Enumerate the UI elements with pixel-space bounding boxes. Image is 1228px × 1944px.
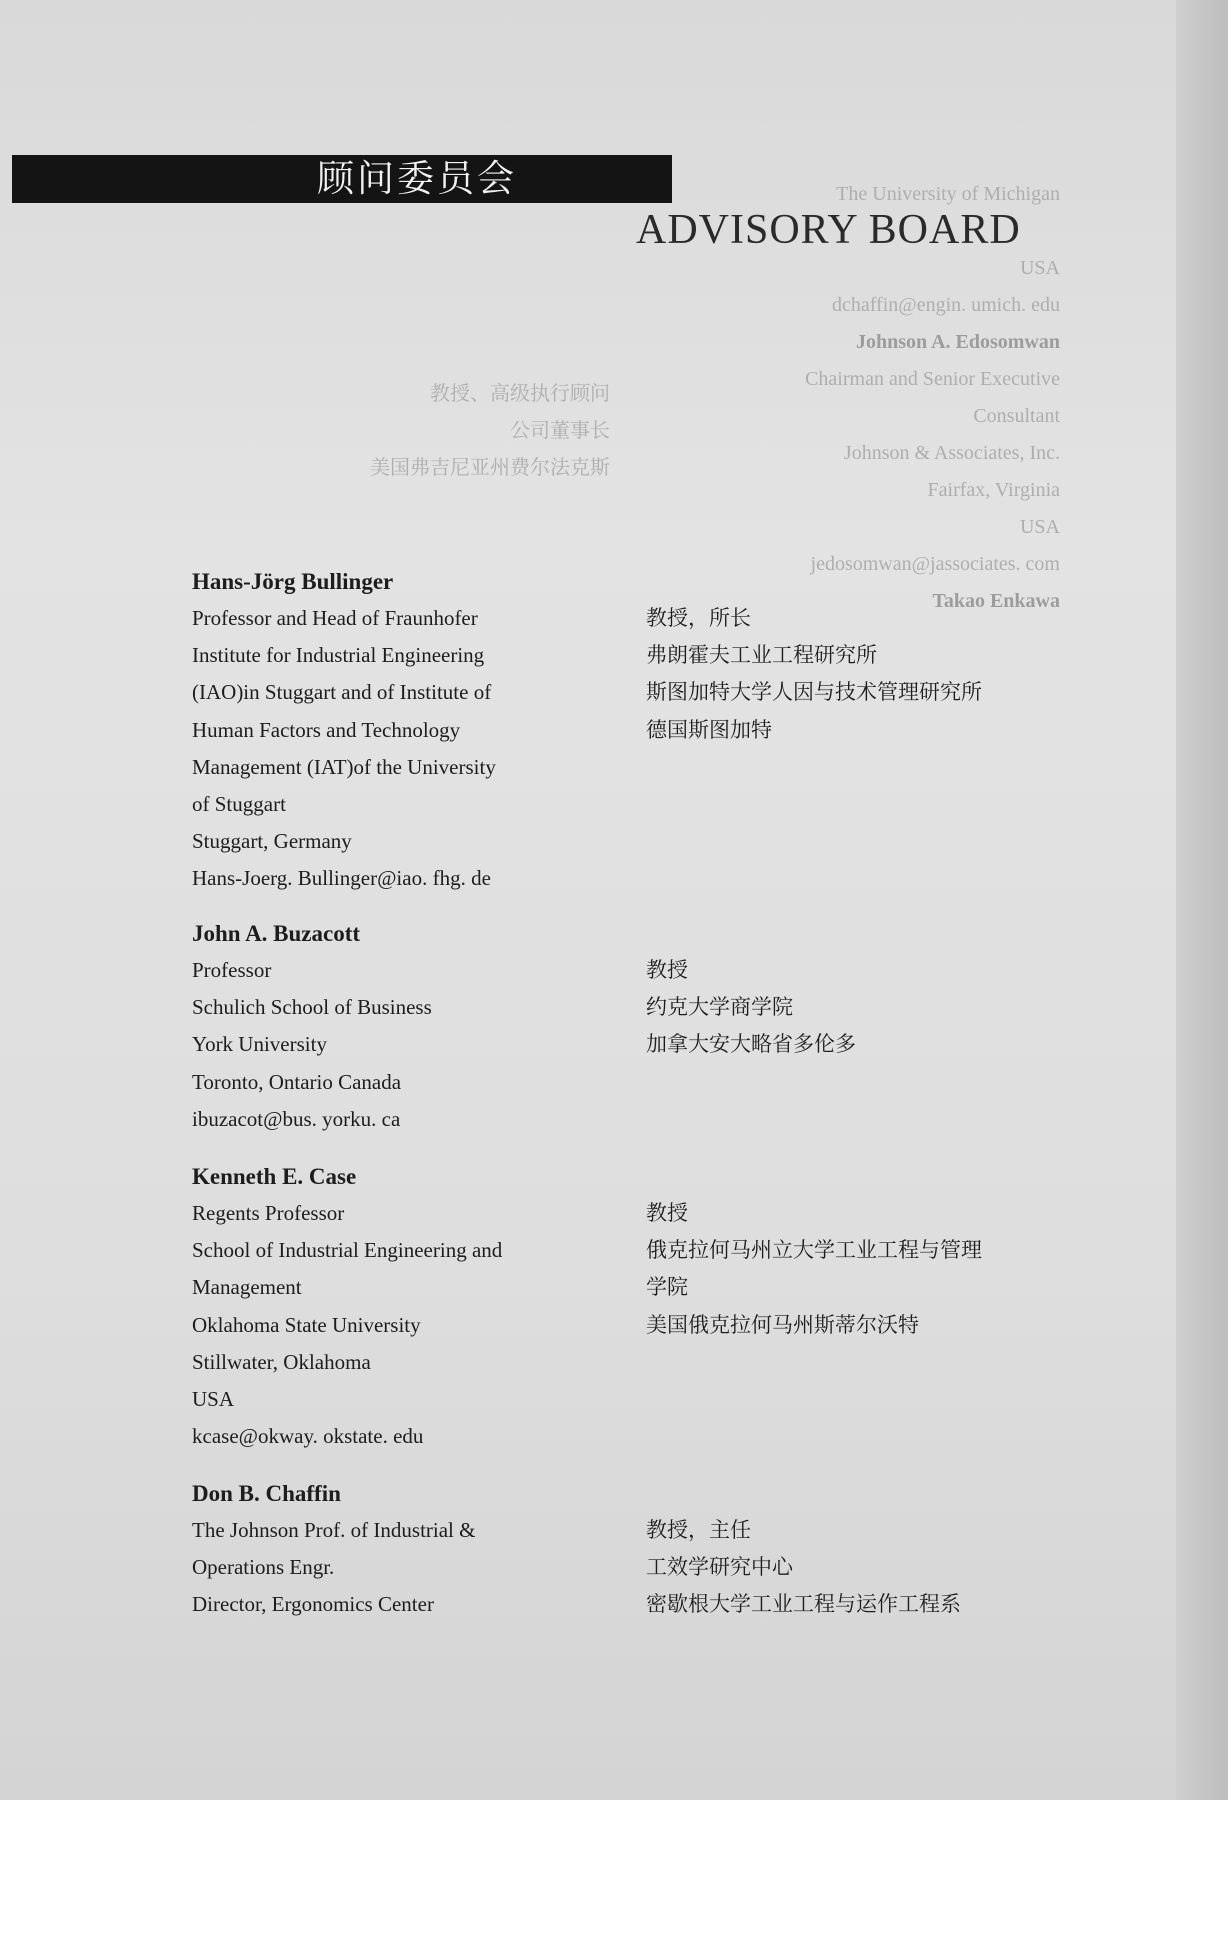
bleed-line: dchaffin@engin. umich. edu (832, 294, 1060, 316)
member-detail-line: Professor (192, 958, 272, 982)
member-cn-line: 教授，主任 (646, 1518, 751, 1542)
member-cn-line: 俄克拉何马州立大学工业工程与管理 (646, 1238, 982, 1263)
member-cn-line: 斯图加特大学人因与技术管理研究所 (646, 680, 982, 705)
member-detail-line: Management (IAT)of the University (192, 754, 496, 779)
member-cn-line: 弗朗霍夫工业工程研究所 (646, 643, 877, 668)
member-cn-line: 加拿大安大略省多伦多 (646, 1032, 856, 1057)
bleed-line: USA (1019, 257, 1060, 279)
member-detail-line: Director, Ergonomics Center (192, 1592, 434, 1617)
bleed-line: Johnson A. Edosomwan (856, 331, 1060, 353)
member-cn-line: 学院 (646, 1275, 688, 1300)
member-detail-line: School of Industrial Engineering and (192, 1238, 503, 1263)
member-detail-line: Management (192, 1275, 302, 1300)
member-name: Hans-Jörg Bullinger (192, 569, 394, 594)
member-cn-bullinger (646, 600, 1086, 749)
member-detail-line: The Johnson Prof. of Industrial & (192, 1518, 476, 1542)
member-name: John A. Buzacott (192, 921, 361, 946)
member-cn-line: 约克大学商学院 (646, 995, 793, 1020)
bleed-line: 美国弗吉尼亚州费尔法克斯 (370, 457, 610, 479)
member-detail-line: Stuggart, Germany (192, 829, 352, 854)
member-detail-line: Schulich School of Business (192, 995, 432, 1020)
bleed-line: Fairfax, Virginia (927, 479, 1060, 501)
member-cn-line: 工效学研究中心 (646, 1555, 793, 1580)
member-cn-line: 美国俄克拉何马州斯蒂尔沃特 (646, 1312, 919, 1337)
bleed-line: 公司董事长 (510, 420, 610, 442)
member-entry-bullinger (192, 563, 612, 898)
member-name: Don B. Chaffin (192, 1481, 341, 1506)
member-detail-line: Regents Professor (192, 1201, 345, 1225)
member-entry-case (192, 1158, 612, 1455)
member-email: kcase@okway. okstate. edu (192, 1424, 424, 1449)
member-detail-line: Professor and Head of Fraunhofer (192, 606, 478, 630)
member-detail-line: USA (192, 1387, 235, 1412)
member-cn-line: 教授 (646, 958, 688, 982)
member-cn-line: 密歇根大学工业工程与运作工程系 (646, 1592, 961, 1617)
member-detail-line: Toronto, Ontario Canada (192, 1069, 402, 1094)
bleed-through-right (705, 176, 1060, 620)
bleed-line: jedosomwan@jassociates. com (810, 553, 1060, 575)
member-detail-line: York University (192, 1032, 327, 1057)
member-cn-line: 教授 (646, 1201, 688, 1225)
bleed-line: Takao Enkawa (932, 590, 1060, 612)
member-cn-line: 教授，所长 (646, 606, 751, 630)
member-detail-line: Stillwater, Oklahoma (192, 1349, 371, 1374)
section-title-chinese: 顾问委员会 (12, 155, 672, 203)
section-title-english: ADVISORY BOARD (636, 207, 1021, 253)
member-detail-line: of Stuggart (192, 792, 286, 817)
member-detail-line: Institute for Industrial Engineering (192, 643, 485, 668)
bleed-line: Johnson & Associates, Inc. (843, 442, 1060, 464)
bleed-line: USA (1019, 516, 1060, 538)
member-entry-chaffin (192, 1475, 612, 1624)
member-email: Hans-Joerg. Bullinger@iao. fhg. de (192, 866, 491, 891)
member-detail-line: Operations Engr. (192, 1555, 335, 1580)
member-detail-line: Human Factors and Technology (192, 717, 461, 742)
member-cn-chaffin (646, 1512, 1086, 1624)
bleed-line: Chairman and Senior Executive (805, 368, 1060, 390)
member-detail-line: Oklahoma State University (192, 1312, 421, 1337)
page-gutter-shadow (1176, 0, 1228, 1800)
member-email: ibuzacot@bus. yorku. ca (192, 1106, 401, 1131)
member-cn-buzacott (646, 952, 1086, 1064)
bleed-line: 教授、高级执行顾问 (430, 383, 610, 405)
member-cn-case (646, 1195, 1086, 1344)
bleed-line: Consultant (973, 405, 1060, 427)
bleed-through-middle (300, 376, 610, 487)
member-entry-buzacott (192, 915, 612, 1138)
member-cn-line: 德国斯图加特 (646, 717, 772, 742)
member-name: Kenneth E. Case (192, 1164, 357, 1189)
bleed-line: The University of Michigan (836, 183, 1060, 205)
member-detail-line: (IAO)in Stuggart and of Institute of (192, 680, 492, 705)
